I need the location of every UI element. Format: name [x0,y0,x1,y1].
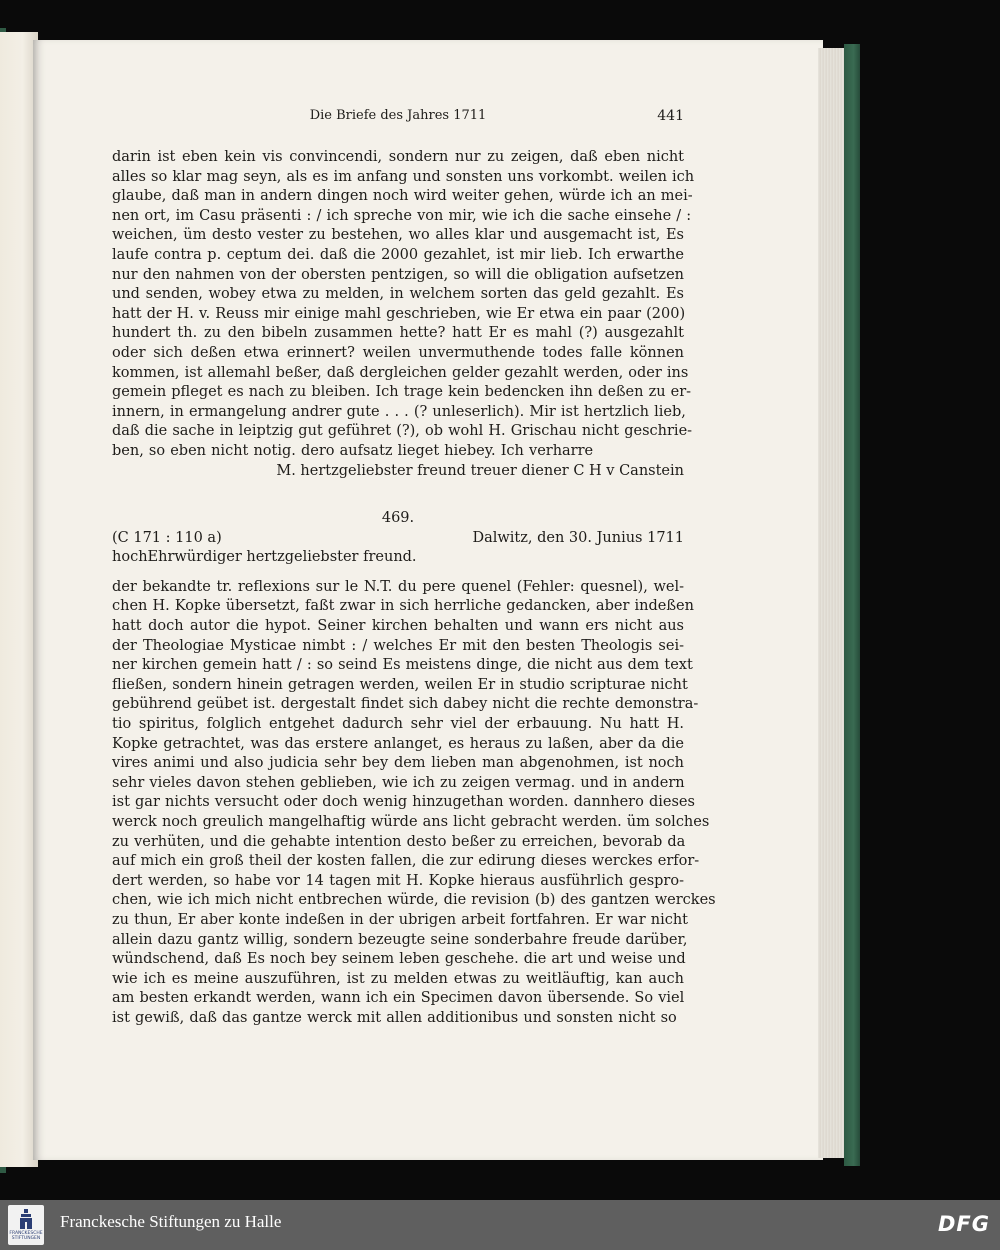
previous-letter-line: darin ist eben kein vis convincendi, sondern nur zu zeigen, daß eben nicht [112,149,684,165]
previous-letter-text [112,148,695,462]
letter-line: der bekandte tr. reflexions sur le N.T. du pere quenel (Fehler: quesnel), wel- [112,578,684,595]
right-book-cover [844,44,860,1166]
previous-letter-line: alles so klar mag seyn, als es im anfang und sonsten uns vorkombt. weilen ich [112,168,695,185]
letter-line: fließen, sondern hinein getragen werden, weilen Er in studio scripturae nicht [112,676,688,693]
previous-letter-line: laufe contra p. ceptum dei. daß die 2000 gezahlet, ist mir lieb. Ich erwarthe [112,246,684,263]
previous-letter-line: nen ort, im Casu präsenti : / ich spreche von mir, wie ich die sache einsehe / : [112,207,692,224]
letter-place-date: Dalwitz, den 30. Junius 1711 [472,529,684,546]
letter-header [112,529,684,549]
letter-line: auf mich ein groß theil der kosten fallen, die zur edirung dieses werckes erfor- [112,853,700,870]
letter-line: tio spiritus, folglich entgehet dadurch sehr viel der erbauung. Nu hatt H. [112,716,684,733]
footer-bar [0,1200,1000,1250]
letter-line: sehr vieles davon stehen geblieben, wie ich zu zeigen vermag. und in andern [112,774,685,791]
letter-line: dert werden, so habe vor 14 tagen mit H. Kopke hieraus ausführlich gespro- [112,872,684,889]
letter-line: zu verhüten, und die gehabte intention desto beßer zu erreichen, bevorab da [112,833,686,850]
salutation: hochEhrwürdiger hertzgeliebster freund. [112,549,417,566]
francke-logo[interactable] [8,1205,44,1245]
previous-letter-line: kommen, ist allemahl beßer, daß dergleichen gelder gezahlt werden, oder ins [112,364,689,381]
letter-line: vires animi und also judicia sehr bey dem lieben man abgenohmen, ist noch [112,755,684,772]
previous-letter-line: oder sich deßen etwa erinnert? weilen unvermuthende todes falle können [112,344,684,361]
letter-line: Kopke getrachtet, was das erstere anlanget, es heraus zu laßen, aber da die [112,735,684,752]
previous-letter-line: gemein pfleget es nach zu bleiben. Ich trage kein bedencken ihn deßen zu er- [112,384,692,401]
letter-line: chen, wie ich mich nicht entbrechen würde, die revision (b) des gantzen werckes [112,892,716,909]
letter-line: ist gewiß, daß das gantze werck mit allen additionibus und sonsten nicht so [112,1009,677,1026]
letter-line: zu thun, Er aber konte indeßen in der ubrigen arbeit fortfahren. Er war nicht [112,911,689,928]
previous-letter-line: ben, so eben nicht notig. dero aufsatz lieget hiebey. Ich verharre [112,442,594,459]
logo-text: FRANCKESCHE STIFTUNGEN [9,1231,43,1241]
previous-letter-line: glaube, daß man in andern dingen noch wird weiter gehen, würde ich an mei- [112,188,693,205]
previous-letter-line: hatt der H. v. Reuss mir einige mahl geschrieben, wie Er etwa ein paar (200) [112,305,686,322]
letter-line: wie ich es meine auszuführen, ist zu melden etwas zu weitläuftig, kan auch [112,970,684,987]
previous-letter-line: und senden, wobey etwa zu melden, in welchem sorten das geld gezahlt. Es [112,286,684,303]
building-icon [20,1209,32,1229]
letter-line: ner kirchen gemein hatt / : so seind Es meistens dinge, die nicht aus dem text [112,657,693,674]
letter-line: wündschend, daß Es noch bey seinem leben geschehe. die art und weise und [112,951,686,968]
letter-line: hatt doch autor die hypot. Seiner kirchen behalten und wann ers nicht aus [112,618,684,635]
letter-line: ist gar nichts versucht oder doch wenig hinzugethan worden. dannhero dieses [112,794,695,811]
previous-letter-line: innern, in ermangelung andrer gute . . . (? unleserlich). Mir ist hertzlich lieb, [112,403,686,420]
letter-reference: (C 171 : 110 a) [112,529,222,546]
previous-letter-line: hundert th. zu den bibeln zusammen hette? hatt Er es mahl (?) ausgezahlt [112,325,684,342]
previous-letter-line: daß die sache in leiptzig gut geführet (?), ob wohl H. Grischau nicht geschrie- [112,423,693,440]
letter-line: am besten erkandt werden, wann ich ein Specimen davon übersende. So viel [112,990,685,1007]
letter-line: allein dazu gantz willig, sondern bezeugte seine sonderbahre freude darüber, [112,931,688,948]
running-head [112,104,684,130]
dfg-logo[interactable]: DFG [937,1212,990,1236]
running-head-title: Die Briefe des Jahres 1711 [309,108,487,123]
previous-letter-line: weichen, üm desto vester zu bestehen, wo alles klar und ausgemacht ist, Es [112,227,684,244]
letter-text [112,578,716,1029]
letter-number: 469. [381,510,415,527]
page-content [112,104,716,1029]
page-number: 441 [657,108,684,124]
letter-line: werck noch greulich mangelhaftig würde ans licht gebracht werden. üm solches [112,814,710,830]
letter-line: der Theologiae Mysticae nimbt : / welches Er mit den besten Theologis sei- [112,637,684,654]
letter-line: gebührend geübet ist. dergestalt findet sich dabey nicht die rechte demonstra- [112,696,699,713]
signature: M. hertzgeliebster freund treuer diener C H v Canstein [276,462,684,479]
page-edges [818,48,846,1158]
institution-name[interactable]: Franckesche Stiftungen zu Halle [60,1212,282,1231]
letter-line: chen H. Kopke übersetzt, faßt zwar in sich herrliche gedancken, aber indeßen [112,598,694,615]
previous-letter-line: nur den nahmen von der obersten pentzigen, so will die obligation aufsetzen [112,266,684,283]
